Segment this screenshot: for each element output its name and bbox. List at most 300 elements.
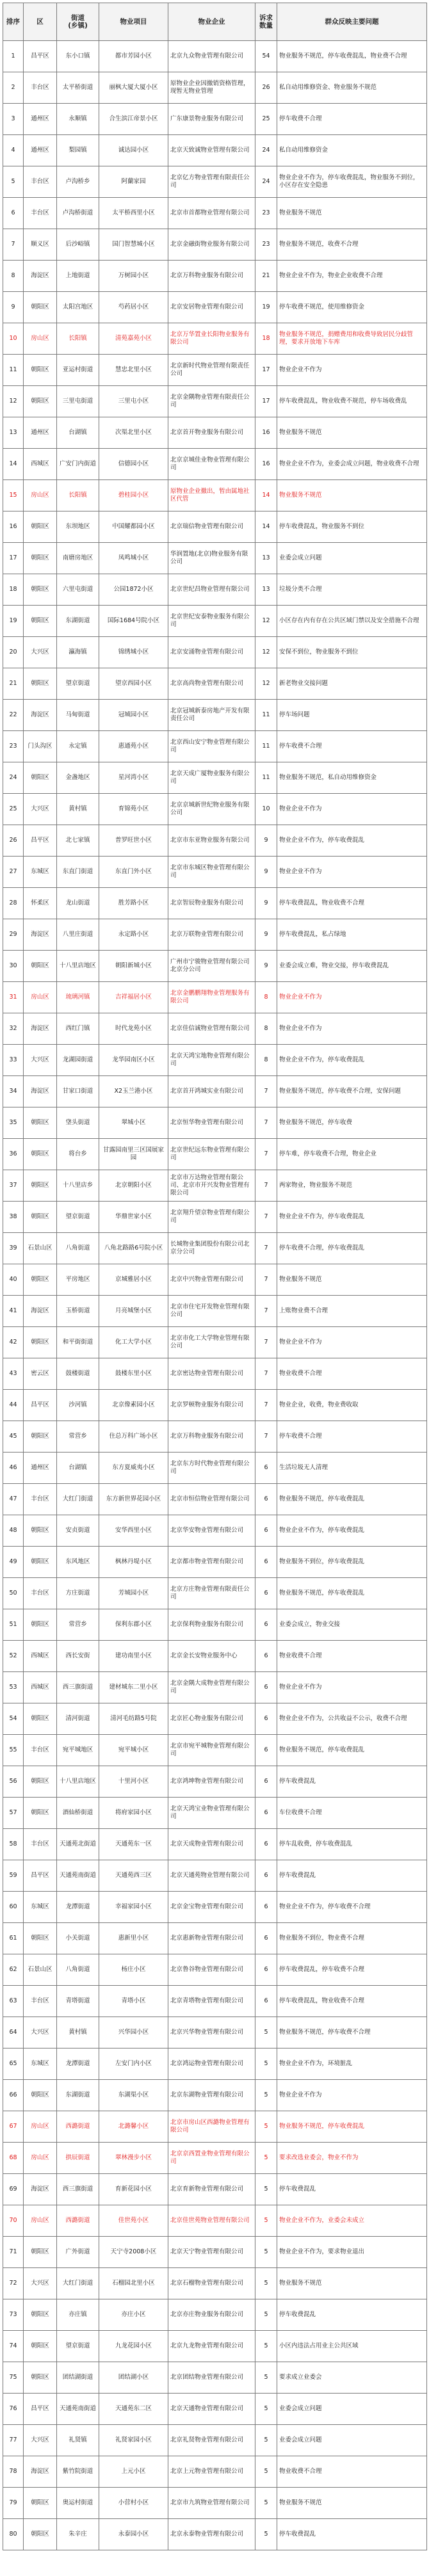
cell-district: 朝阳区 [24, 668, 57, 700]
table-row [3, 1045, 427, 1076]
cell-rank: 25 [3, 794, 24, 825]
cell-rank: 48 [3, 1515, 24, 1547]
cell-district: 丰台区 [24, 198, 57, 229]
cell-issue: 停车收费混乱 [277, 2299, 427, 2331]
cell-rank: 68 [3, 2143, 24, 2174]
header-street: 街道 (乡镇) [57, 3, 99, 41]
cell-project: 石榴园北里小区 [99, 2268, 168, 2299]
cell-rank: 56 [3, 1766, 24, 1798]
cell-project: 安华西里小区 [99, 1515, 168, 1547]
cell-count: 11 [255, 731, 277, 762]
cell-rank: 15 [3, 480, 24, 511]
cell-rank: 79 [3, 2488, 24, 2519]
table-row [3, 2394, 427, 2425]
cell-count: 8 [255, 1013, 277, 1045]
table-row [3, 1829, 427, 1860]
cell-project: 礼贤家园小区 [99, 2425, 168, 2456]
cell-issue: 物业企业不作为，停车收费混乱 [277, 1045, 427, 1076]
cell-issue: 停车收费混乱 [277, 2174, 427, 2205]
header-count: 诉求 数量 [255, 3, 277, 41]
cell-project: 翠城小区 [99, 1107, 168, 1139]
cell-rank: 78 [3, 2456, 24, 2488]
cell-count: 23 [255, 229, 277, 261]
cell-company: 北京礼贤物业管理有限公司 [168, 2425, 255, 2456]
cell-issue: 物业服务不规范 [277, 2268, 427, 2299]
cell-company: 北京天宁物业管理有限公司 [168, 2237, 255, 2268]
cell-rank: 59 [3, 1860, 24, 1892]
cell-project: 时代龙苑小区 [99, 1013, 168, 1045]
cell-issue: 业委会成立难，物业交接，停车收费混乱 [277, 951, 427, 982]
cell-count: 5 [255, 2049, 277, 2080]
cell-company: 广东康景物业服务有限公司 [168, 104, 255, 135]
cell-street: 台湖镇 [57, 1453, 99, 1484]
cell-issue: 业委会成立问题 [277, 2425, 427, 2456]
cell-district: 大兴区 [24, 2268, 57, 2299]
cell-company: 北京首开鸿城实业有限公司 [168, 1076, 255, 1107]
cell-issue: 物业服务不规范，捐赠费用和收费导致居民分歧管理，要求开放地下车库 [277, 323, 427, 355]
cell-company: 北京新时代物业管理有限责任公司 [168, 355, 255, 386]
cell-project: X2玉兰港小区 [99, 1076, 168, 1107]
cell-district: 丰台区 [24, 1829, 57, 1860]
cell-project: 建材城东二里小区 [99, 1672, 168, 1703]
cell-company: 北京金隅物业管理有限责任公司 [168, 386, 255, 417]
cell-street: 望京街道 [57, 668, 99, 700]
cell-district: 朝阳区 [24, 2488, 57, 2519]
cell-street: 将台乡 [57, 1139, 99, 1170]
cell-issue: 物业收费不合理 [277, 1358, 427, 1390]
cell-street: 常营乡 [57, 1609, 99, 1641]
table-row [3, 1233, 427, 1264]
table-row [3, 1954, 427, 1986]
cell-count: 7 [255, 1170, 277, 1202]
cell-count: 6 [255, 1609, 277, 1641]
cell-count: 5 [255, 2111, 277, 2143]
cell-count: 6 [255, 1578, 277, 1609]
table-row [3, 2519, 427, 2550]
cell-issue: 物业企业不作为 [277, 982, 427, 1013]
cell-project: 天通苑东二区 [99, 2394, 168, 2425]
cell-company: 北京鸿坤物业管理有限公司 [168, 1766, 255, 1798]
cell-street: 北七家镇 [57, 825, 99, 857]
cell-rank: 32 [3, 1013, 24, 1045]
cell-count: 12 [255, 668, 277, 700]
cell-rank: 19 [3, 606, 24, 637]
cell-rank: 66 [3, 2080, 24, 2111]
table-row [3, 386, 427, 417]
cell-issue: 物业企业不作为，停车收费混乱 [277, 1202, 427, 1233]
table-row [3, 574, 427, 606]
cell-company: 广州市宁骏物业管理有限公司北京分公司 [168, 951, 255, 982]
cell-rank: 29 [3, 919, 24, 951]
cell-issue: 物业收费不合理 [277, 2456, 427, 2488]
cell-count: 8 [255, 982, 277, 1013]
cell-project: 宛平城小区 [99, 1735, 168, 1766]
cell-company: 原物业企业撤出，暂由属地社区代管 [168, 480, 255, 511]
cell-issue: 物业企业不作为，业委会成立问题，物业收费不合理 [277, 449, 427, 480]
cell-rank: 2 [3, 72, 24, 104]
cell-project: 幸福家园小区 [99, 1892, 168, 1923]
cell-street: 琉璃河镇 [57, 982, 99, 1013]
cell-district: 海淀区 [24, 2456, 57, 2488]
cell-rank: 12 [3, 386, 24, 417]
cell-project: 甘露园南里三区国展家园 [99, 1139, 168, 1170]
cell-company: 北京匠心物业服务有限公司 [168, 1703, 255, 1735]
cell-district: 朝阳区 [24, 2080, 57, 2111]
cell-rank: 22 [3, 700, 24, 731]
cell-count: 18 [255, 323, 277, 355]
cell-project: 八角北路路6号院小区 [99, 1233, 168, 1264]
cell-rank: 52 [3, 1641, 24, 1672]
cell-issue: 上账物业费不合理 [277, 1296, 427, 1327]
cell-issue: 停车收费混乱，私占绿地 [277, 919, 427, 951]
cell-street: 东风地区 [57, 1547, 99, 1578]
cell-company: 北京市首都物业管理有限公司 [168, 198, 255, 229]
cell-company: 北京佳世苑物业管理有限公司 [168, 2205, 255, 2237]
cell-district: 海淀区 [24, 1013, 57, 1045]
cell-count: 5 [255, 2268, 277, 2299]
cell-rank: 47 [3, 1484, 24, 1515]
cell-count: 7 [255, 1390, 277, 1421]
table-row [3, 700, 427, 731]
cell-district: 朝阳区 [24, 1421, 57, 1453]
cell-count: 14 [255, 480, 277, 511]
table-row [3, 1296, 427, 1327]
table-row [3, 857, 427, 888]
cell-street: 西潞街道 [57, 2205, 99, 2237]
table-row [3, 637, 427, 668]
cell-count: 6 [255, 1986, 277, 2017]
cell-issue: 物业服务不规范，停车收费混乱，物业费不合理 [277, 41, 427, 72]
cell-company: 北京市宛平城物业管理有限公司 [168, 1735, 255, 1766]
cell-rank: 4 [3, 135, 24, 166]
cell-company: 北京亿方物业管理有限责任公司 [168, 166, 255, 198]
table-row [3, 480, 427, 511]
cell-rank: 51 [3, 1609, 24, 1641]
cell-issue: 物业服务不规范，停车收费混乱 [277, 1578, 427, 1609]
cell-district: 丰台区 [24, 72, 57, 104]
cell-project: 化工大学小区 [99, 1327, 168, 1358]
cell-rank: 64 [3, 2017, 24, 2049]
cell-issue: 物业企业不作为 [277, 1672, 427, 1703]
cell-street: 天通苑北街道 [57, 1829, 99, 1860]
cell-count: 24 [255, 135, 277, 166]
cell-street: 团结湖街道 [57, 2362, 99, 2394]
cell-company: 北京方庄物业管理有限责任公司 [168, 1578, 255, 1609]
table-row [3, 1076, 427, 1107]
cell-street: 十八里店乡 [57, 1170, 99, 1202]
table-row [3, 1390, 427, 1421]
cell-district: 朝阳区 [24, 511, 57, 543]
cell-rank: 43 [3, 1358, 24, 1390]
cell-project: 天通苑西三区 [99, 1860, 168, 1892]
cell-issue: 小区存在内有存在公共区域门禁以及安全措施不合理 [277, 606, 427, 637]
cell-issue: 物业收费不合理 [277, 1641, 427, 1672]
cell-company: 北京京城佳业物业管理有限公司 [168, 449, 255, 480]
cell-issue: 停车难，停车收费不合理，物业企业 [277, 1139, 427, 1170]
cell-rank: 62 [3, 1954, 24, 1986]
cell-district: 朝阳区 [24, 292, 57, 323]
cell-count: 14 [255, 511, 277, 543]
cell-rank: 49 [3, 1547, 24, 1578]
header-project: 物业项目 [99, 3, 168, 41]
table-row [3, 1892, 427, 1923]
cell-rank: 65 [3, 2049, 24, 2080]
cell-company: 北京青塔物业管理有限公司 [168, 1986, 255, 2017]
cell-issue: 垃圾分类不合理 [277, 574, 427, 606]
cell-street: 小关街道 [57, 1923, 99, 1954]
cell-district: 西城区 [24, 1641, 57, 1672]
cell-issue: 物业服务不规范，停车收费混乱 [277, 1484, 427, 1515]
cell-district: 通州区 [24, 1453, 57, 1484]
cell-rank: 50 [3, 1578, 24, 1609]
cell-district: 朝阳区 [24, 1923, 57, 1954]
cell-count: 26 [255, 72, 277, 104]
cell-street: 上地街道 [57, 261, 99, 292]
cell-project: 国门智慧城小区 [99, 229, 168, 261]
cell-street: 太平桥街道 [57, 72, 99, 104]
table-row [3, 198, 427, 229]
cell-district: 房山区 [24, 2111, 57, 2143]
cell-rank: 80 [3, 2519, 24, 2550]
cell-count: 9 [255, 919, 277, 951]
cell-company: 北京万华置业长阳物业服务有限公司 [168, 323, 255, 355]
cell-company: 北京金鹏鹏翔物业管理服务有限公司 [168, 982, 255, 1013]
cell-project: 胜芳路小区 [99, 888, 168, 919]
cell-project: 东方新世界花园小区 [99, 1484, 168, 1515]
cell-issue: 业委会成立问题 [277, 543, 427, 574]
cell-district: 朝阳区 [24, 1798, 57, 1829]
cell-district: 朝阳区 [24, 1107, 57, 1139]
cell-rank: 73 [3, 2299, 24, 2331]
cell-project: 星河湾小区 [99, 762, 168, 794]
cell-street: 黄村镇 [57, 2017, 99, 2049]
cell-issue: 物业服务不规范，停车收费 [277, 1107, 427, 1139]
table-row [3, 229, 427, 261]
cell-rank: 42 [3, 1327, 24, 1358]
cell-rank: 70 [3, 2205, 24, 2237]
cell-rank: 14 [3, 449, 24, 480]
cell-project: 育锦苑小区 [99, 794, 168, 825]
cell-street: 黄村镇 [57, 794, 99, 825]
cell-issue: 业委会成立问题 [277, 2394, 427, 2425]
cell-company: 长城物业集团股份有限公司北京分公司 [168, 1233, 255, 1264]
table-row [3, 166, 427, 198]
cell-count: 23 [255, 198, 277, 229]
cell-count: 7 [255, 1421, 277, 1453]
cell-count: 7 [255, 1358, 277, 1390]
cell-street: 西三旗街道 [57, 2174, 99, 2205]
cell-project: 龙华园南区小区 [99, 1045, 168, 1076]
cell-district: 朝阳区 [24, 2299, 57, 2331]
cell-project: 丽枫大厦大厦小区 [99, 72, 168, 104]
cell-district: 朝阳区 [24, 1609, 57, 1641]
cell-issue: 停车收费混乱，物业收费不合理 [277, 1986, 427, 2017]
cell-street: 紫竹院街道 [57, 2456, 99, 2488]
cell-street: 大红门街道 [57, 2268, 99, 2299]
cell-street: 三里屯街道 [57, 386, 99, 417]
table-row [3, 292, 427, 323]
cell-company: 北京瑞信物业管理有限公司 [168, 511, 255, 543]
table-row [3, 1641, 427, 1672]
cell-district: 朝阳区 [24, 386, 57, 417]
cell-street: 方庄街道 [57, 1578, 99, 1609]
cell-company: 北京永泰物业管理有限公司 [168, 2519, 255, 2550]
cell-rank: 44 [3, 1390, 24, 1421]
table-row [3, 1672, 427, 1703]
table-row [3, 1547, 427, 1578]
cell-street: 奥运村街道 [57, 2488, 99, 2519]
cell-company: 北京天通物业管理有限公司 [168, 2394, 255, 2425]
cell-district: 昌平区 [24, 41, 57, 72]
cell-issue: 停车收费混乱 [277, 1860, 427, 1892]
cell-project: 保利东郡小区 [99, 1609, 168, 1641]
cell-count: 5 [255, 2488, 277, 2519]
cell-count: 54 [255, 41, 277, 72]
cell-district: 密云区 [24, 1358, 57, 1390]
cell-project: 锦绣城小区 [99, 637, 168, 668]
table-row [3, 606, 427, 637]
cell-issue: 物业服务不规范，停车收费混乱 [277, 1735, 427, 1766]
table-row [3, 2488, 427, 2519]
cell-count: 6 [255, 1484, 277, 1515]
cell-street: 天通苑南街道 [57, 1860, 99, 1892]
table-row [3, 1860, 427, 1892]
cell-issue: 物业服务不到位，物业费不合理 [277, 1923, 427, 1954]
cell-district: 朝阳区 [24, 1515, 57, 1547]
cell-count: 7 [255, 1107, 277, 1139]
table-row [3, 355, 427, 386]
cell-project: 慧忠北里小区 [99, 355, 168, 386]
cell-count: 25 [255, 104, 277, 135]
table-row [3, 951, 427, 982]
cell-project: 北潞馨小区 [99, 2111, 168, 2143]
table-row [3, 2362, 427, 2394]
cell-company: 北京智辰物业服务有限公司 [168, 888, 255, 919]
cell-project: 公园1872小区 [99, 574, 168, 606]
cell-district: 房山区 [24, 982, 57, 1013]
cell-issue: 物业服务不规范 [277, 1264, 427, 1296]
cell-street: 十八里店地区 [57, 1766, 99, 1798]
cell-district: 朝阳区 [24, 1202, 57, 1233]
cell-district: 昌平区 [24, 1390, 57, 1421]
cell-rank: 40 [3, 1264, 24, 1296]
cell-district: 朝阳区 [24, 1264, 57, 1296]
cell-company: 北京市住宅开发物业管理有限公司 [168, 1296, 255, 1327]
cell-issue: 物业企业不作为，要求物业退出 [277, 2237, 427, 2268]
cell-issue: 物业服务不到位，停车收费混乱 [277, 1547, 427, 1578]
cell-district: 顺义区 [24, 229, 57, 261]
cell-company: 北京万科物业服务有限公司 [168, 261, 255, 292]
header-rank: 排序 [3, 3, 24, 41]
cell-count: 6 [255, 1547, 277, 1578]
cell-project: 合生滨江帝景小区 [99, 104, 168, 135]
table-row [3, 1358, 427, 1390]
cell-project: 永泰园小区 [99, 2519, 168, 2550]
cell-street: 龙潭街道 [57, 1892, 99, 1923]
cell-district: 东城区 [24, 1892, 57, 1923]
cell-issue: 物业企业不作为，环境脏乱 [277, 2049, 427, 2080]
cell-company: 北京罗顿物业服务有限公司 [168, 1390, 255, 1421]
cell-rank: 26 [3, 825, 24, 857]
cell-street: 望京街道 [57, 1202, 99, 1233]
cell-count: 7 [255, 1233, 277, 1264]
table-row [3, 1766, 427, 1798]
cell-project: 左安门内小区 [99, 2049, 168, 2080]
cell-street: 西红门镇 [57, 1013, 99, 1045]
cell-issue: 停车收费不合理 [277, 104, 427, 135]
cell-issue: 停车收费不合理，停车收费混乱 [277, 1233, 427, 1264]
cell-count: 6 [255, 1672, 277, 1703]
cell-district: 大兴区 [24, 637, 57, 668]
cell-district: 朝阳区 [24, 2362, 57, 2394]
cell-rank: 46 [3, 1453, 24, 1484]
cell-count: 6 [255, 1515, 277, 1547]
cell-count: 11 [255, 762, 277, 794]
cell-street: 青塔街道 [57, 1986, 99, 2017]
table-row [3, 1421, 427, 1453]
cell-district: 大兴区 [24, 794, 57, 825]
cell-rank: 54 [3, 1703, 24, 1735]
cell-project: 建功南里小区 [99, 1641, 168, 1672]
cell-company: 北京市万达物业管理有限公司、北京市开兴发物业管理有限公司 [168, 1170, 255, 1202]
cell-district: 朝阳区 [24, 355, 57, 386]
cell-district: 朝阳区 [24, 1139, 57, 1170]
cell-rank: 72 [3, 2268, 24, 2299]
cell-company: 华润置地(北京)物业服务有限公司 [168, 543, 255, 574]
cell-district: 西城区 [24, 1672, 57, 1703]
cell-company: 北京冠城新泰房地产开发有限责任公司 [168, 700, 255, 731]
cell-count: 12 [255, 606, 277, 637]
cell-company: 北京天成物业管理有限公司 [168, 1829, 255, 1860]
cell-street: 拱辰街道 [57, 2143, 99, 2174]
cell-project: 十里河小区 [99, 1766, 168, 1798]
cell-issue: 停车收费混乱，物业服务不到位 [277, 511, 427, 543]
cell-district: 石景山区 [24, 1233, 57, 1264]
table-row [3, 2017, 427, 2049]
cell-project: 碧桂园小区 [99, 480, 168, 511]
cell-issue: 小区内违法占用业主公共区域 [277, 2331, 427, 2362]
table-row [3, 2237, 427, 2268]
cell-rank: 13 [3, 417, 24, 449]
table-row [3, 1484, 427, 1515]
cell-project: 住总万科广场小区 [99, 1421, 168, 1453]
cell-street: 卢沟桥乡 [57, 166, 99, 198]
cell-company: 北京市恒信物业管理有限公司 [168, 1484, 255, 1515]
cell-rank: 58 [3, 1829, 24, 1860]
cell-rank: 45 [3, 1421, 24, 1453]
cell-rank: 1 [3, 41, 24, 72]
cell-project: 杨庄小区 [99, 1954, 168, 1986]
cell-district: 昌平区 [24, 825, 57, 857]
cell-project: 月亮城堡小区 [99, 1296, 168, 1327]
cell-project: 育新花园小区 [99, 2174, 168, 2205]
cell-issue: 物业企业不作为 [277, 2080, 427, 2111]
cell-street: 东湖街道 [57, 2080, 99, 2111]
cell-company: 北京天鸿宝地物业管理有限公司 [168, 1045, 255, 1076]
cell-company: 北京密达物业管理有限公司 [168, 1358, 255, 1390]
cell-rank: 36 [3, 1139, 24, 1170]
cell-count: 6 [255, 1453, 277, 1484]
cell-rank: 41 [3, 1296, 24, 1327]
cell-issue: 物业企业不作为 [277, 1327, 427, 1358]
cell-street: 八里庄街道 [57, 919, 99, 951]
cell-issue: 物业服务不规范 [277, 417, 427, 449]
cell-project: 惠通苑小区 [99, 731, 168, 762]
table-row [3, 1453, 427, 1484]
cell-district: 丰台区 [24, 1986, 57, 2017]
cell-district: 海淀区 [24, 2174, 57, 2205]
cell-issue: 物业企业不作为，停车收费混乱，物业服务不到位，小区存在安全隐患 [277, 166, 427, 198]
